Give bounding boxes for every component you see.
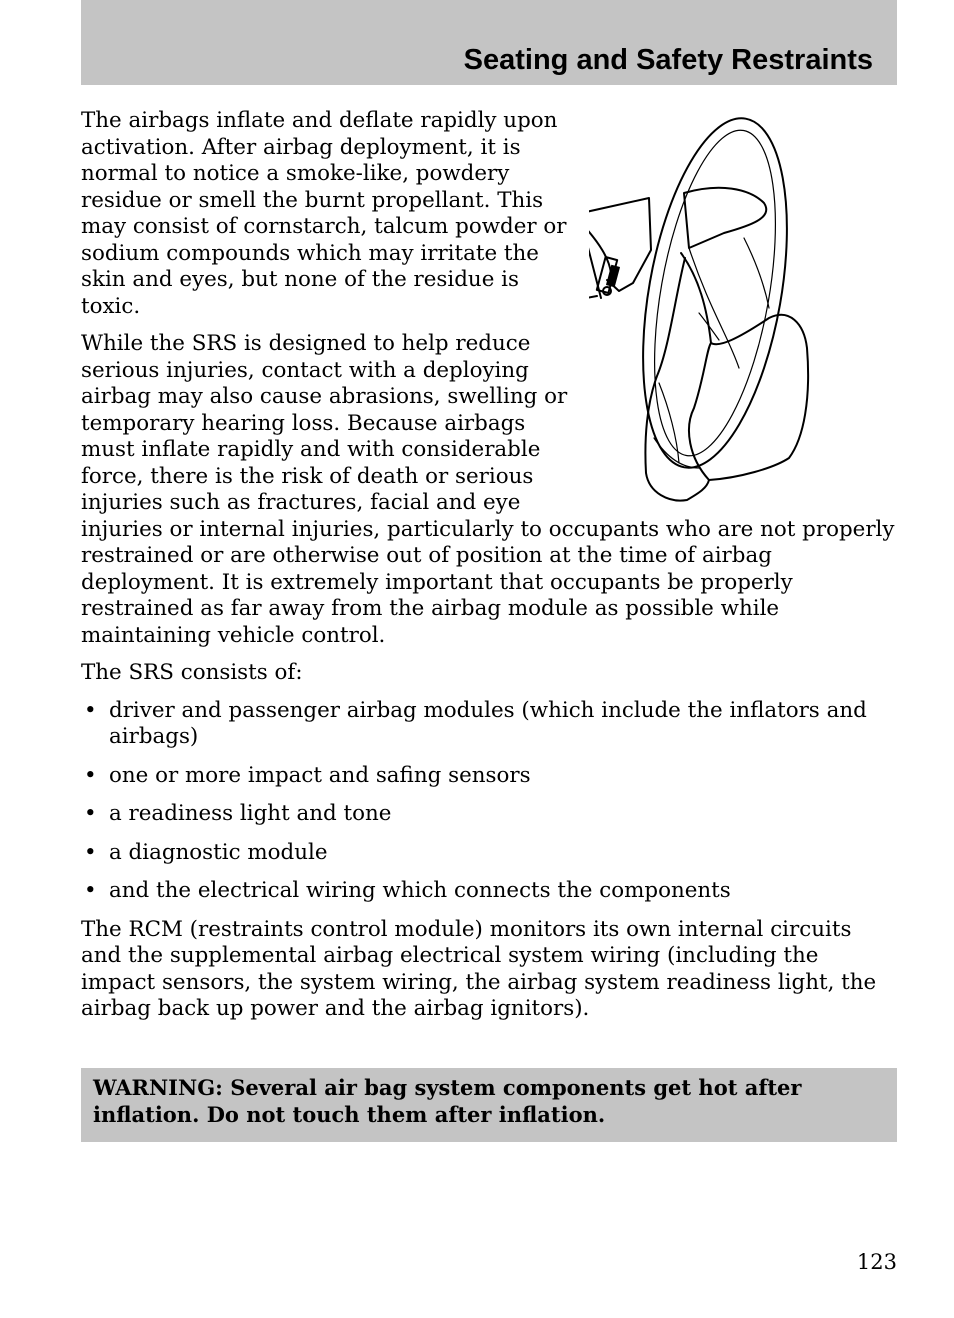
srs-components-list <box>81 698 897 905</box>
paragraph-residue: The airbags inflate and deflate rapidly upon activation. After airbag deployment, it is normal to notice a smoke-like, powdery residue or smell the burnt propellant. This may consist of cornstarch, talcum powder or sodium compounds which may irritate the skin and eyes, but none of the residue is toxic. <box>81 108 567 319</box>
list-item-text: a diagnostic module <box>109 839 328 865</box>
main-content <box>81 108 897 1034</box>
warning-text: WARNING: Several air bag system components get hot after inflation. Do not touch them after inflation. <box>93 1075 802 1127</box>
header-band <box>81 0 897 85</box>
list-item-text: one or more impact and safing sensors <box>109 762 531 788</box>
list-item <box>81 763 897 790</box>
paragraph-injury-risk: While the SRS is designed to help reduce serious injuries, contact with a deploying airbag may also cause abrasions, swelling or temporary hearing loss. Because airbags must inflate rapidly and with considerable force, there is the risk of death or serious injuries such as fractures, facial and eye injuries or internal injuries, particularly to occupants who are not properly restrained or are otherwise out of position at the time of airbag deployment. It is extremely important that occupants be properly restrained as far away from the airbag module as possible while maintaining vehicle control. <box>81 331 895 648</box>
list-item-text: a readiness light and tone <box>109 801 392 826</box>
bullet-icon: • <box>84 697 97 723</box>
steering-wheel-airbag-drawing <box>589 108 897 508</box>
page-title: Seating and Safety Restraints <box>463 44 873 76</box>
list-item <box>81 801 897 828</box>
list-item <box>81 878 897 905</box>
paragraph-srs-intro: The SRS consists of: <box>81 660 303 685</box>
airbag-deployment-illustration <box>589 108 897 508</box>
bullet-icon: • <box>84 762 97 788</box>
steering-wheel-rim <box>619 108 810 479</box>
list-item-text: and the electrical wiring which connects the components <box>109 878 731 903</box>
airbag-bag <box>681 253 808 480</box>
list-item-text: driver and passenger airbag modules (which include the inflators and airbags) <box>109 697 867 749</box>
list-item <box>81 840 897 867</box>
page-number: 123 <box>856 1250 897 1274</box>
bullet-icon: • <box>84 839 97 865</box>
bullet-icon: • <box>84 801 97 826</box>
paragraph-rcm: The RCM (restraints control module) monitors its own internal circuits and the supplemental airbag electrical system wiring (including the impact sensors, the system wiring, the airbag system readiness light, the airbag back up power and the airbag ignitors). <box>81 916 877 1021</box>
airbag-top-fold <box>684 188 766 248</box>
warning-box <box>81 1068 897 1142</box>
bullet-icon: • <box>84 878 97 903</box>
list-item <box>81 698 897 751</box>
